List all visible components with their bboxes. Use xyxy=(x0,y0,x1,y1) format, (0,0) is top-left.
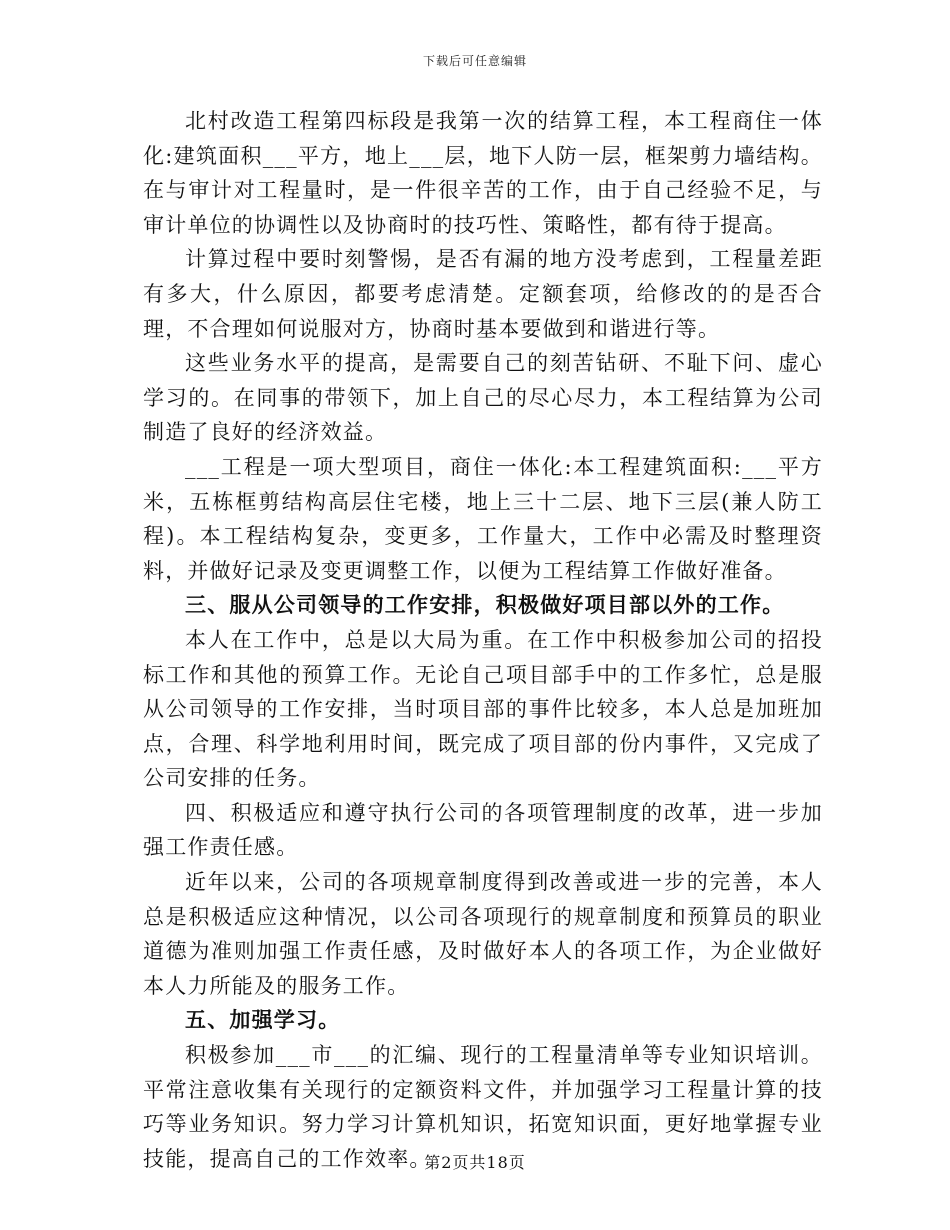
section-heading-5: 五、加强学习。 xyxy=(185,1007,341,1033)
document-body xyxy=(143,104,823,1176)
paragraph-7: 积极参加___市___的汇编、现行的工程量清单等专业知识培训。平常注意收集有关现行的定额资料文件，并加强学习工程量计算的技巧等业务知识。努力学习计算机知识，拓宽知识面，更好地掌握专业技能，提高自己的工作效率。 xyxy=(143,1043,823,1171)
paragraph-2: 计算过程中要时刻警惕，是否有漏的地方没考虑到，工程量差距有多大，什么原因，都要考虑清楚。定额套项，给修改的的是否合理，不合理如何说服对方，协商时基本要做到和谐进行等。 xyxy=(143,247,823,341)
paragraph-3: 这些业务水平的提高，是需要自己的刻苦钻研、不耻下问、虚心学习的。在同事的带领下，加上自己的尽心尽力，本工程结算为公司制造了良好的经济效益。 xyxy=(143,351,823,445)
section-heading-3: 三、服从公司领导的工作安排，积极做好项目部以外的工作。 xyxy=(185,592,785,618)
paragraph-5: 本人在工作中，总是以大局为重。在工作中积极参加公司的招投标工作和其他的预算工作。无论自己项目部手中的工作多忙，总是服从公司领导的工作安排，当时项目部的事件比较多，本人总是加班加点，合理、科学地利用时间，既完成了项目部的份内事件，又完成了公司安排的任务。 xyxy=(143,627,823,791)
paragraph-4: ___工程是一项大型项目，商住一体化:本工程建筑面积:___平方米，五栋框剪结构高层住宅楼，地上三十二层、地下三层(兼人防工程)。本工程结构复杂，变更多，工作量大，工作中必需及时整理资料，并做好记录及变更调整工作，以便为工程结算工作做好准备。 xyxy=(143,454,823,583)
page-number: 第2页共18页 xyxy=(424,1153,526,1172)
section-heading-4: 四、积极适应和遵守执行公司的各项管理制度的改革，进一步加强工作责任感。 xyxy=(143,800,823,860)
page-header: 下载后可任意编辑 xyxy=(422,54,527,68)
paragraph-6: 近年以来，公司的各项规章制度得到改善或进一步的完善，本人总是积极适应这种情况，以公司各项现行的规章制度和预算员的职业道德为准则加强工作责任感，及时做好本人的各项工作，为企业做好本人力所能及的服务工作。 xyxy=(143,870,823,998)
paragraph-1: 北村改造工程第四标段是我第一次的结算工程，本工程商住一体化:建筑面积___平方，地上___层，地下人防一层，框架剪力墙结构。在与审计对工程量时，是一件很辛苦的工作，由于自己经验不足，与审计单位的协调性以及协商时的技巧性、策略性，都有待于提高。 xyxy=(143,109,823,237)
